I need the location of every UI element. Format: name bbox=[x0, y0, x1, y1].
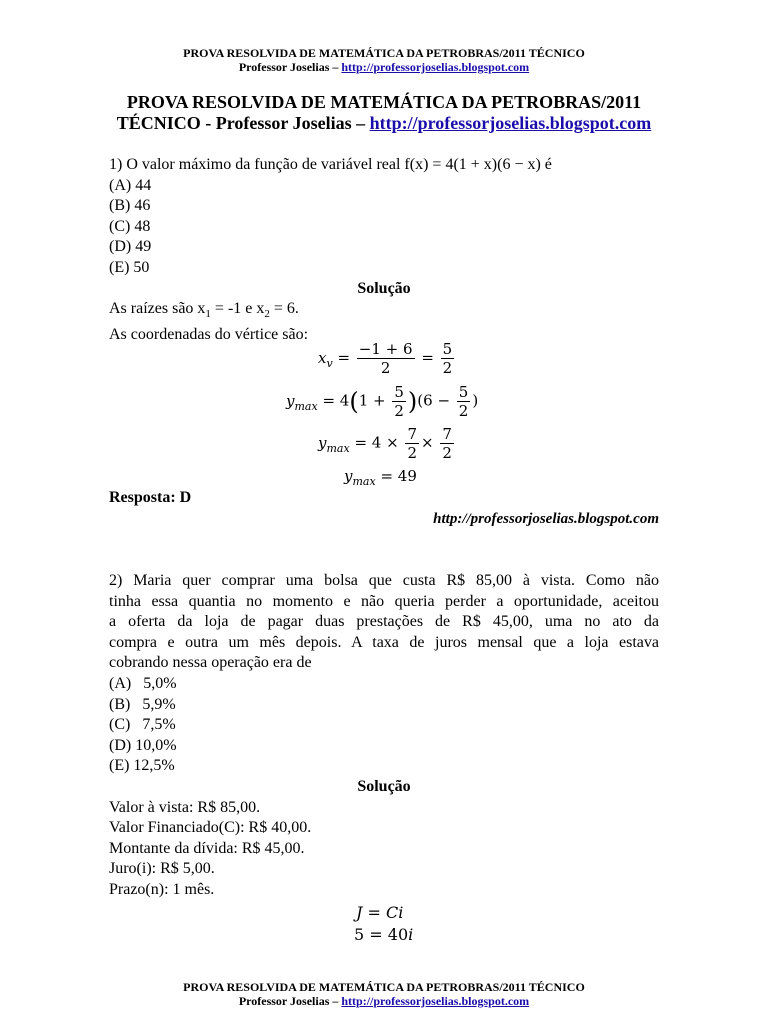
header-author: Professor Joselias – bbox=[238, 60, 342, 74]
q1-option-a: (A) 44 bbox=[109, 176, 152, 194]
title-prefix: TÉCNICO - Professor Joselias – bbox=[116, 113, 370, 133]
q2-solution-line: Juro(i): R$ 5,00. bbox=[109, 860, 215, 878]
title-line-1: PROVA RESOLVIDA DE MATEMÁTICA DA PETROBRAS/2011 bbox=[126, 92, 642, 112]
q2-solution-line: Valor Financiado(C): R$ 40,00. bbox=[109, 819, 312, 837]
question-1 bbox=[109, 155, 659, 346]
header-author-line bbox=[0, 60, 768, 74]
header-title: PROVA RESOLVIDA DE MATEMÁTICA DA PETROBRAS/2011 TÉCNICO bbox=[183, 46, 585, 60]
q2-option-b: (B) 5,9% bbox=[109, 695, 176, 713]
q1-option-b: (B) 46 bbox=[109, 197, 151, 215]
q2-line: tinha essa quantia no momento e não queria perder a oportunidade, aceitou bbox=[109, 592, 659, 610]
page-header bbox=[0, 46, 768, 74]
q1-option-e: (E) 50 bbox=[109, 258, 150, 276]
footer-title: PROVA RESOLVIDA DE MATEMÁTICA DA PETROBRAS/2011 TÉCNICO bbox=[183, 980, 585, 994]
q1-option-c: (C) 48 bbox=[109, 217, 151, 235]
q2-line-last: cobrando nessa operação era de bbox=[109, 654, 312, 672]
footer-link[interactable]: http://professorjoselias.blogspot.com bbox=[341, 994, 530, 1008]
question-2 bbox=[109, 571, 659, 901]
q1-option-d: (D) 49 bbox=[109, 238, 152, 256]
q2-solution-line: Prazo(n): 1 mês. bbox=[109, 880, 215, 898]
title-link[interactable]: http://professorjoselias.blogspot.com bbox=[369, 113, 652, 133]
formula-ymax-2: $y_{max} = 4$ × $\frac{7}{2}$ × $\frac{7}{2}$ bbox=[318, 425, 452, 462]
q1-solution-title: Solução bbox=[357, 279, 411, 297]
q2-line: a oferta da loja de pagar duas prestações de R$ 45,00, uma no ato da bbox=[109, 613, 659, 631]
formula-5-40i: 5 = 40i bbox=[354, 925, 414, 944]
q2-line: compra e outra um mês depois. A taxa de juros mensal que a loja estava bbox=[109, 633, 659, 651]
formula-xv: $x_v$ = $\frac{-1 + 6}{2}$ = $\frac{5}{2}$ bbox=[318, 340, 453, 377]
q1-roots: As raízes são $x_1 = -1$ e $x_2 = 6$. bbox=[109, 300, 299, 321]
formula-ymax-3: $y_{max} = 49$ bbox=[344, 467, 417, 488]
q1-answer-block bbox=[109, 488, 659, 529]
q1-answer: Resposta: D bbox=[109, 489, 192, 506]
q2-option-d: (D) 10,0% bbox=[109, 736, 177, 754]
header-link[interactable]: http://professorjoselias.blogspot.com bbox=[341, 60, 530, 74]
q2-solution-line: Valor à vista: R$ 85,00. bbox=[109, 798, 261, 816]
document-title bbox=[0, 92, 768, 134]
q2-option-e: (E) 12,5% bbox=[109, 757, 175, 775]
q1-vertex-text: As coordenadas do vértice são: bbox=[109, 325, 309, 343]
formula-ymax-1: $y_{max} = 4(1$ + $\frac{5}{2}$ )(6 − $\frac{5}{2}$ ) bbox=[286, 383, 479, 420]
footer-author-line bbox=[0, 994, 768, 1008]
title-line-2 bbox=[0, 113, 768, 134]
q1-statement: 1) O valor máximo da função de variável real f(x) = 4(1 + x)(6 − x) é bbox=[109, 156, 552, 173]
page-footer bbox=[0, 980, 768, 1008]
q2-line: 2) Maria quer comprar uma bolsa que custa R$ 85,00 à vista. Como não bbox=[109, 572, 659, 589]
q1-site: http://professorjoselias.blogspot.com bbox=[433, 510, 659, 527]
q2-option-c: (C) 7,5% bbox=[109, 716, 176, 734]
q2-solution-title: Solução bbox=[357, 777, 411, 795]
formula-j-ci: J = Ci bbox=[356, 903, 404, 922]
q2-option-a: (A) 5,0% bbox=[109, 674, 177, 692]
footer-author: Professor Joselias – bbox=[238, 994, 342, 1008]
q2-solution-line: Montante da dívida: R$ 45,00. bbox=[109, 839, 305, 857]
